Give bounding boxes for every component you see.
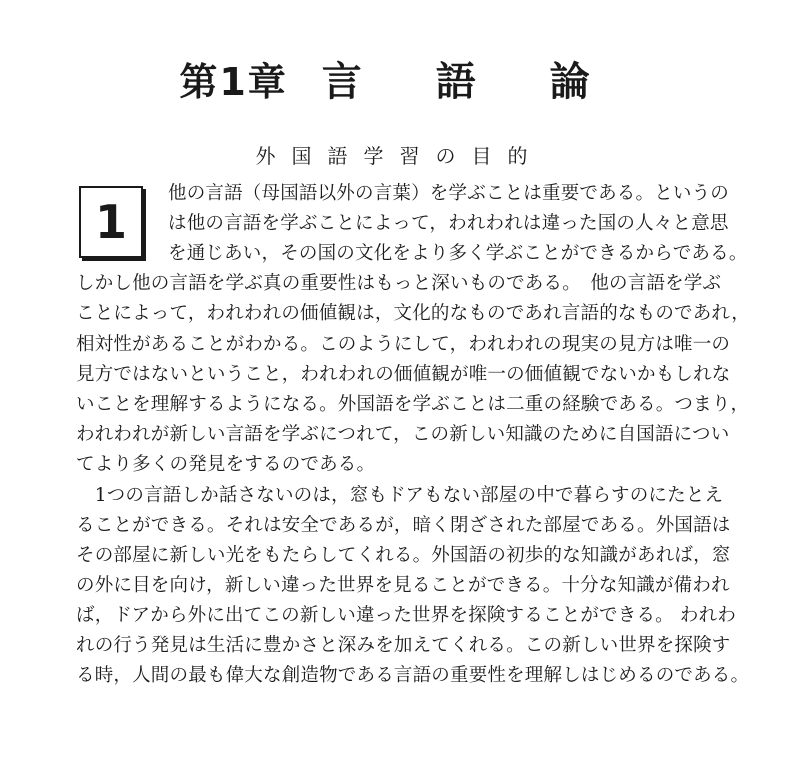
chapter-title: [0, 50, 799, 107]
text-line: 相対性があることがわかる。このようにして，われわれの現実の見方は唯一の: [76, 334, 731, 355]
text-line: ば，ドアから外に出てこの新しい違った世界を探険することができる。 われわ: [76, 605, 737, 626]
text-line: てより多くの発見をするのである。: [76, 454, 376, 475]
text-line: は他の言語を学ぶことによって，われわれは違った国の人々と意思: [168, 213, 729, 234]
section-heading: 外国語学習の目的: [255, 144, 544, 168]
chapter-number: 第1章: [179, 60, 288, 104]
text-line: れの行う発見は生活に豊かさと深みを加えてくれる。この新しい世界を探険す: [76, 635, 731, 656]
text-line: の外に目を向け，新しい違った世界を見ることができる。十分な知識が備われ: [76, 575, 730, 596]
text-line: われわれが新しい言語を学ぶにつれて，この新しい知識のために自国語につい: [76, 424, 730, 445]
section-number: 1: [94, 195, 127, 249]
text-line: しかし他の言語を学ぶ真の重要性はもっと深いものである。 他の言語を学ぶ: [76, 273, 722, 294]
text-line: ることができる。それは安全であるが，暗く閉ざされた部屋である。外国語は: [76, 515, 731, 536]
text-line: ことによって，われわれの価値観は，文化的なものであれ言語的なものであれ，: [76, 303, 750, 324]
text-line: 1つの言語しか話さないのは，窓もドアもない部屋の中で暮らすのにたとえ: [76, 485, 724, 506]
text-line: いことを理解するようになる。外国語を学ぶことは二重の経験である。つまり，: [76, 394, 750, 415]
text-line: を通じあい，その国の文化をより多く学ぶことができるからである。: [168, 243, 748, 264]
section-number-box: [79, 186, 143, 258]
text-line: 他の言語（母国語以外の言葉）を学ぶことは重要である。というの: [168, 183, 730, 204]
text-line: 見方ではないということ，われわれの価値観が唯一の価値観でないかもしれな: [76, 364, 731, 385]
text-line: その部屋に新しい光をもたらしてくれる。外国語の初歩的な知識があれば，窓: [76, 545, 731, 566]
chapter-name: 言 語 論: [321, 59, 620, 105]
text-line: る時，人間の最も偉大な創造物である言語の重要性を理解しはじめるのである。: [76, 665, 750, 686]
